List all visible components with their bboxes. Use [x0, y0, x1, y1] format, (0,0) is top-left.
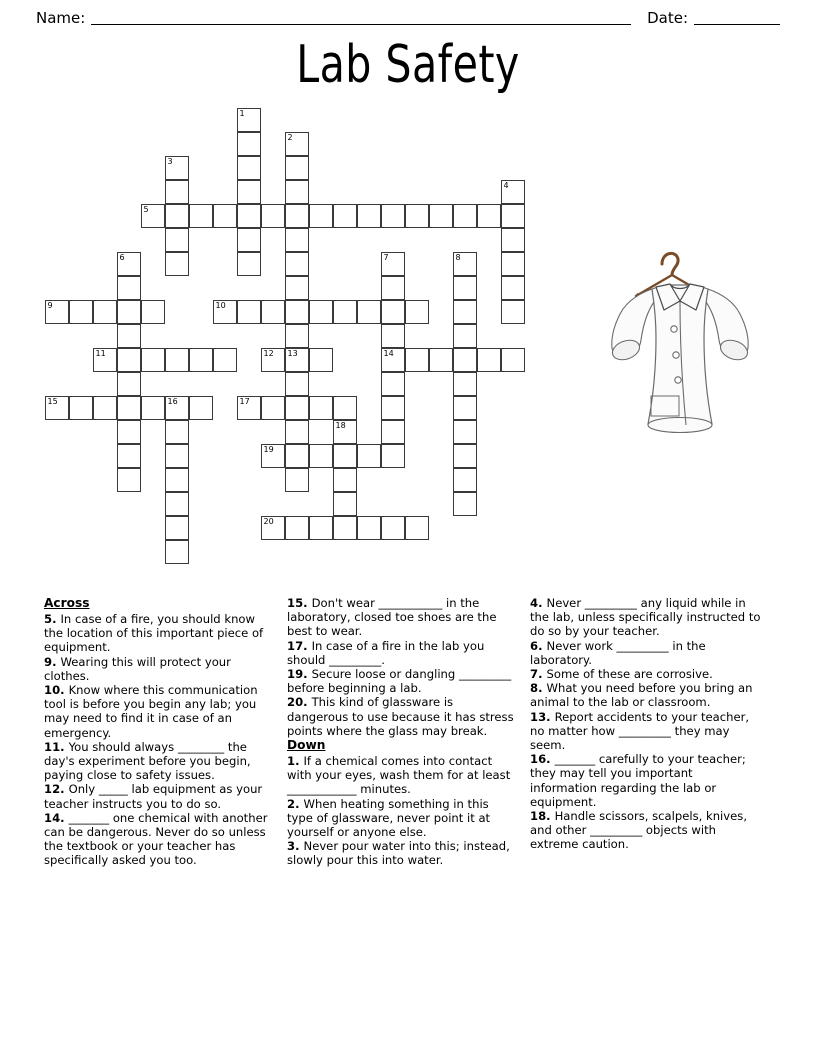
crossword-cell[interactable]	[261, 516, 285, 540]
crossword-cell[interactable]	[261, 348, 285, 372]
crossword-cell[interactable]	[285, 228, 309, 252]
crossword-cell[interactable]	[381, 372, 405, 396]
crossword-cell[interactable]	[165, 252, 189, 276]
crossword-cell[interactable]	[333, 420, 357, 444]
across-heading: Across	[44, 596, 90, 610]
clue-text: You should always ________ the day's experiment before you begin, paying close to safety issues.	[44, 739, 251, 783]
clue-number: 8.	[530, 681, 547, 696]
crossword-cell[interactable]	[237, 228, 261, 252]
crossword-cell[interactable]	[237, 300, 261, 324]
cell-number: 14	[383, 348, 394, 358]
crossword-cell[interactable]	[381, 516, 405, 540]
crossword-cell[interactable]	[381, 204, 405, 228]
clue-number: 14.	[44, 810, 69, 825]
crossword-cell[interactable]	[189, 204, 213, 228]
crossword-cell[interactable]	[453, 276, 477, 300]
cell-number: 17	[239, 396, 250, 406]
clue-across-5	[44, 612, 275, 655]
crossword-cell[interactable]	[117, 300, 141, 324]
clue-text: Never pour water into this; instead, slowly pour this into water.	[287, 839, 510, 868]
clue-number: 6.	[530, 638, 547, 653]
clue-number: 19.	[287, 667, 312, 682]
clue-text: What you need before you bring an animal to the lab or classroom.	[530, 681, 753, 710]
crossword-cell[interactable]	[501, 228, 525, 252]
crossword-cell[interactable]	[333, 300, 357, 324]
clue-text: Wearing this will protect your clothes.	[44, 654, 231, 683]
crossword-cell[interactable]	[165, 492, 189, 516]
crossword-cell[interactable]	[237, 156, 261, 180]
crossword-cell[interactable]	[285, 396, 309, 420]
crossword-cell[interactable]	[429, 204, 453, 228]
clue-number: 3.	[287, 839, 304, 854]
crossword-cell[interactable]	[501, 204, 525, 228]
crossword-cell[interactable]	[381, 396, 405, 420]
crossword-cell[interactable]	[165, 228, 189, 252]
clue-across-9	[44, 655, 275, 683]
crossword-cell[interactable]	[117, 372, 141, 396]
crossword-cell[interactable]	[69, 396, 93, 420]
crossword-cell[interactable]	[189, 348, 213, 372]
crossword-cell[interactable]	[117, 396, 141, 420]
page-title: Lab Safety	[296, 35, 520, 95]
clue-down-1	[287, 754, 518, 797]
clue-down-13	[530, 710, 761, 753]
crossword-cell[interactable]	[213, 348, 237, 372]
crossword-cell[interactable]	[237, 132, 261, 156]
crossword-cell[interactable]	[93, 348, 117, 372]
clue-number: 10.	[44, 683, 69, 698]
crossword-cell[interactable]	[381, 300, 405, 324]
crossword-cell[interactable]	[333, 444, 357, 468]
clue-number: 7.	[530, 667, 547, 682]
crossword-cell[interactable]	[117, 348, 141, 372]
crossword-cell[interactable]	[333, 204, 357, 228]
crossword-cell[interactable]	[261, 396, 285, 420]
crossword-cell[interactable]	[309, 396, 333, 420]
crossword-cell[interactable]	[405, 348, 429, 372]
crossword-cell[interactable]	[405, 204, 429, 228]
clue-across-11	[44, 740, 275, 783]
crossword-cell[interactable]	[453, 324, 477, 348]
crossword-cell[interactable]	[453, 252, 477, 276]
cell-number: 18	[335, 420, 346, 430]
crossword-cell[interactable]	[477, 204, 501, 228]
crossword-cell[interactable]	[501, 276, 525, 300]
clue-number: 5.	[44, 612, 61, 626]
clue-text: If a chemical comes into contact with your eyes, wash them for at least ____________ minutes.	[287, 754, 511, 797]
clue-down-6	[530, 639, 761, 667]
crossword-cell[interactable]	[285, 204, 309, 228]
clue-down-2	[287, 797, 518, 840]
clue-number: 15.	[287, 596, 312, 610]
crossword-cell[interactable]	[333, 516, 357, 540]
crossword-cell[interactable]	[309, 300, 333, 324]
clue-number: 16.	[530, 752, 555, 767]
crossword-cell[interactable]	[309, 348, 333, 372]
crossword-cell[interactable]	[429, 348, 453, 372]
date-label: Date:	[647, 9, 688, 27]
crossword-cell[interactable]	[357, 444, 381, 468]
crossword-cell[interactable]	[237, 180, 261, 204]
clue-across-14	[44, 811, 275, 868]
cell-number: 16	[167, 396, 178, 406]
crossword-cell[interactable]	[357, 516, 381, 540]
crossword-cell[interactable]	[309, 444, 333, 468]
crossword-cell[interactable]	[165, 444, 189, 468]
crossword-cell[interactable]	[45, 300, 69, 324]
clue-number: 13.	[530, 709, 555, 724]
crossword-cell[interactable]	[285, 180, 309, 204]
crossword-cell[interactable]	[285, 516, 309, 540]
crossword-cell[interactable]	[69, 300, 93, 324]
clue-down-18	[530, 809, 761, 852]
crossword-cell[interactable]	[93, 300, 117, 324]
clue-number: 11.	[44, 739, 69, 754]
clue-text: Report accidents to your teacher, no matter how _________ they may seem.	[530, 709, 750, 753]
crossword-cell[interactable]	[501, 252, 525, 276]
clue-text: Handle scissors, scalpels, knives, and other _________ objects with extreme caution.	[530, 809, 748, 852]
clue-number: 17.	[287, 638, 312, 653]
crossword-cell[interactable]	[117, 276, 141, 300]
crossword-cell[interactable]	[165, 420, 189, 444]
crossword-cell[interactable]	[333, 468, 357, 492]
crossword-cell[interactable]	[165, 180, 189, 204]
clue-down-3	[287, 839, 518, 867]
crossword-cell[interactable]	[165, 396, 189, 420]
cell-number: 1	[239, 108, 245, 118]
crossword-cell[interactable]	[405, 516, 429, 540]
clue-text: Some of these are corrosive.	[546, 667, 713, 682]
crossword-cell[interactable]	[285, 132, 309, 156]
crossword-cell[interactable]	[141, 348, 165, 372]
clue-across-10	[44, 683, 275, 740]
clue-text: _______ carefully to your teacher; they may tell you important information regarding the lab or equipment.	[530, 752, 746, 809]
clue-down-7	[530, 667, 761, 681]
crossword-cell[interactable]	[285, 300, 309, 324]
crossword-cell[interactable]	[237, 396, 261, 420]
crossword-cell[interactable]	[141, 204, 165, 228]
crossword-cell[interactable]	[285, 444, 309, 468]
crossword-cell[interactable]	[165, 204, 189, 228]
crossword-cell[interactable]	[285, 348, 309, 372]
clue-number: 20.	[287, 695, 312, 710]
clue-across-12	[44, 782, 275, 810]
crossword-cell[interactable]	[453, 444, 477, 468]
crossword-cell[interactable]	[285, 468, 309, 492]
crossword-cell[interactable]	[213, 300, 237, 324]
crossword-cell[interactable]	[453, 372, 477, 396]
cell-number: 20	[263, 516, 274, 526]
clue-across-15	[287, 596, 518, 639]
clue-across-20	[287, 695, 518, 738]
crossword-cell[interactable]	[501, 348, 525, 372]
crossword-cell[interactable]	[501, 180, 525, 204]
cell-number: 9	[47, 300, 53, 310]
crossword-cell[interactable]	[453, 396, 477, 420]
cell-number: 15	[47, 396, 58, 406]
clue-across-19	[287, 667, 518, 695]
crossword-cell[interactable]	[117, 420, 141, 444]
crossword-cell[interactable]	[381, 444, 405, 468]
crossword-cell[interactable]	[405, 300, 429, 324]
crossword-cell[interactable]	[165, 348, 189, 372]
crossword-cell[interactable]	[333, 492, 357, 516]
crossword-cell[interactable]	[285, 276, 309, 300]
cell-number: 12	[263, 348, 274, 358]
cell-number: 13	[287, 348, 298, 358]
clue-text: Never _________ any liquid while in the lab, unless specifically instructed to do so by your teacher.	[530, 596, 761, 639]
cell-number: 19	[263, 444, 274, 454]
crossword-cell[interactable]	[165, 540, 189, 564]
crossword-cell[interactable]	[381, 324, 405, 348]
crossword-cell[interactable]	[165, 516, 189, 540]
crossword-cell[interactable]	[453, 420, 477, 444]
crossword-cell[interactable]	[333, 396, 357, 420]
clue-down-16	[530, 752, 761, 809]
clue-text: In case of a fire in the lab you should _________.	[287, 638, 485, 667]
crossword-cell[interactable]	[453, 492, 477, 516]
clue-text: _______ one chemical with another can be dangerous. Never do so unless the textbook or your teacher has specifically asked you too.	[44, 810, 268, 868]
clue-text: This kind of glassware is dangerous to use because it has stress points where the glass may break.	[287, 695, 514, 738]
cell-number: 6	[119, 252, 125, 262]
crossword-cell[interactable]	[309, 204, 333, 228]
clue-number: 18.	[530, 809, 555, 824]
lab-coat-illustration	[600, 228, 760, 443]
cell-number: 10	[215, 300, 226, 310]
crossword-cell[interactable]	[93, 396, 117, 420]
crossword-cell[interactable]	[285, 324, 309, 348]
crossword-cell[interactable]	[285, 420, 309, 444]
clue-down-4	[530, 596, 761, 639]
crossword-cell[interactable]	[453, 468, 477, 492]
clues-container	[44, 596, 774, 868]
cell-number: 5	[143, 204, 149, 214]
crossword-cell[interactable]	[165, 468, 189, 492]
crossword-cell[interactable]	[357, 204, 381, 228]
crossword-cell[interactable]	[141, 300, 165, 324]
crossword-cell[interactable]	[213, 204, 237, 228]
crossword-cell[interactable]	[381, 252, 405, 276]
clue-text: Never work _________ in the laboratory.	[530, 638, 706, 667]
clue-number: 2.	[287, 796, 304, 811]
clue-text: Secure loose or dangling _________ before beginning a lab.	[287, 667, 512, 696]
crossword-cell[interactable]	[501, 300, 525, 324]
clue-number: 12.	[44, 782, 69, 797]
cell-number: 8	[455, 252, 461, 262]
crossword-cell[interactable]	[453, 300, 477, 324]
clue-number: 4.	[530, 596, 547, 610]
cell-number: 11	[95, 348, 106, 358]
clue-down-8	[530, 681, 761, 709]
crossword-cell[interactable]	[141, 396, 165, 420]
crossword-cell[interactable]	[285, 156, 309, 180]
clue-text: Don't wear ___________ in the laboratory, closed toe shoes are the best to wear.	[287, 596, 497, 639]
crossword-cell[interactable]	[189, 396, 213, 420]
cell-number: 3	[167, 156, 173, 166]
crossword-cell[interactable]	[165, 156, 189, 180]
crossword-cell[interactable]	[237, 204, 261, 228]
crossword-cell[interactable]	[117, 468, 141, 492]
cell-number: 2	[287, 132, 293, 142]
clue-text: When heating something in this type of glassware, never point it at yourself or anyone else.	[287, 796, 491, 840]
crossword-cell[interactable]	[117, 252, 141, 276]
crossword-cell[interactable]	[453, 348, 477, 372]
crossword-cell[interactable]	[285, 372, 309, 396]
clue-number: 9.	[44, 654, 61, 669]
clue-text: Know where this communication tool is before you begin any lab; you may need to find it in case of an emergency.	[44, 683, 258, 740]
crossword-cell[interactable]	[381, 276, 405, 300]
crossword-cell[interactable]	[261, 300, 285, 324]
clue-column-1	[44, 596, 287, 868]
clue-text: In case of a fire, you should know the location of this important piece of equipment.	[44, 612, 264, 655]
crossword-cell[interactable]	[381, 348, 405, 372]
cell-number: 4	[503, 180, 509, 190]
crossword-cell[interactable]	[381, 420, 405, 444]
clue-column-3	[530, 596, 773, 852]
name-label: Name:	[36, 9, 86, 27]
clue-text: Only _____ lab equipment as your teacher instructs you to do so.	[44, 782, 263, 811]
crossword-cell[interactable]	[309, 516, 333, 540]
crossword-cell[interactable]	[477, 348, 501, 372]
crossword-cell[interactable]	[261, 444, 285, 468]
cell-number: 7	[383, 252, 389, 262]
crossword-cell[interactable]	[357, 300, 381, 324]
clue-column-2	[287, 596, 530, 868]
crossword-cell[interactable]	[237, 252, 261, 276]
crossword-cell[interactable]	[285, 252, 309, 276]
clue-across-17	[287, 639, 518, 667]
crossword-cell[interactable]	[237, 108, 261, 132]
crossword-cell[interactable]	[45, 396, 69, 420]
crossword-cell[interactable]	[117, 444, 141, 468]
crossword-cell[interactable]	[261, 204, 285, 228]
crossword-cell[interactable]	[453, 204, 477, 228]
crossword-cell[interactable]	[117, 324, 141, 348]
clue-number: 1.	[287, 754, 304, 769]
down-heading: Down	[287, 738, 326, 753]
